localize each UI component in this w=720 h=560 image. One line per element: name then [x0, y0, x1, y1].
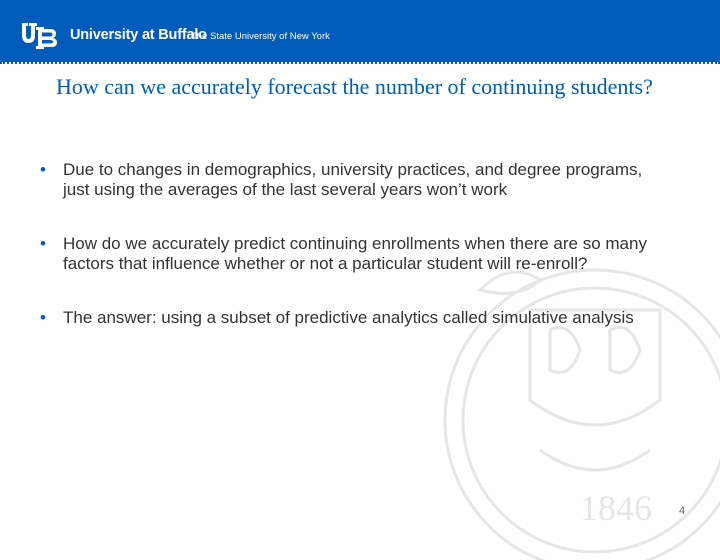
bullet-text: How do we accurately predict continuing enrollments when there are so many factors that influence whether or not a particular student will re-enroll?: [63, 234, 647, 273]
bullet-text: The answer: using a subset of predictive analytics called simulative analysis: [63, 308, 634, 327]
bullet-item: [40, 308, 670, 328]
seal-year: 1846: [580, 488, 652, 528]
page-number: 4: [679, 505, 686, 517]
bullet-text: Due to changes in demographics, university practices, and degree programs, just using the averages of the last several years won’t work: [63, 160, 643, 199]
bullet-glyph: •: [40, 308, 46, 327]
bullet-item: [40, 234, 670, 274]
ub-logo-icon: [22, 23, 66, 49]
bullet-glyph: •: [40, 234, 46, 253]
bullet-item: [40, 160, 670, 200]
header-bar: [0, 0, 720, 62]
header-divider: [0, 62, 720, 64]
slide-title: How can we accurately forecast the number of continuing students?: [56, 74, 653, 99]
bullet-glyph: •: [40, 160, 46, 179]
university-subtitle: The State University of New York: [191, 31, 330, 42]
bullet-list: [40, 160, 670, 362]
university-wordmark: University at Buffalo: [70, 27, 207, 43]
